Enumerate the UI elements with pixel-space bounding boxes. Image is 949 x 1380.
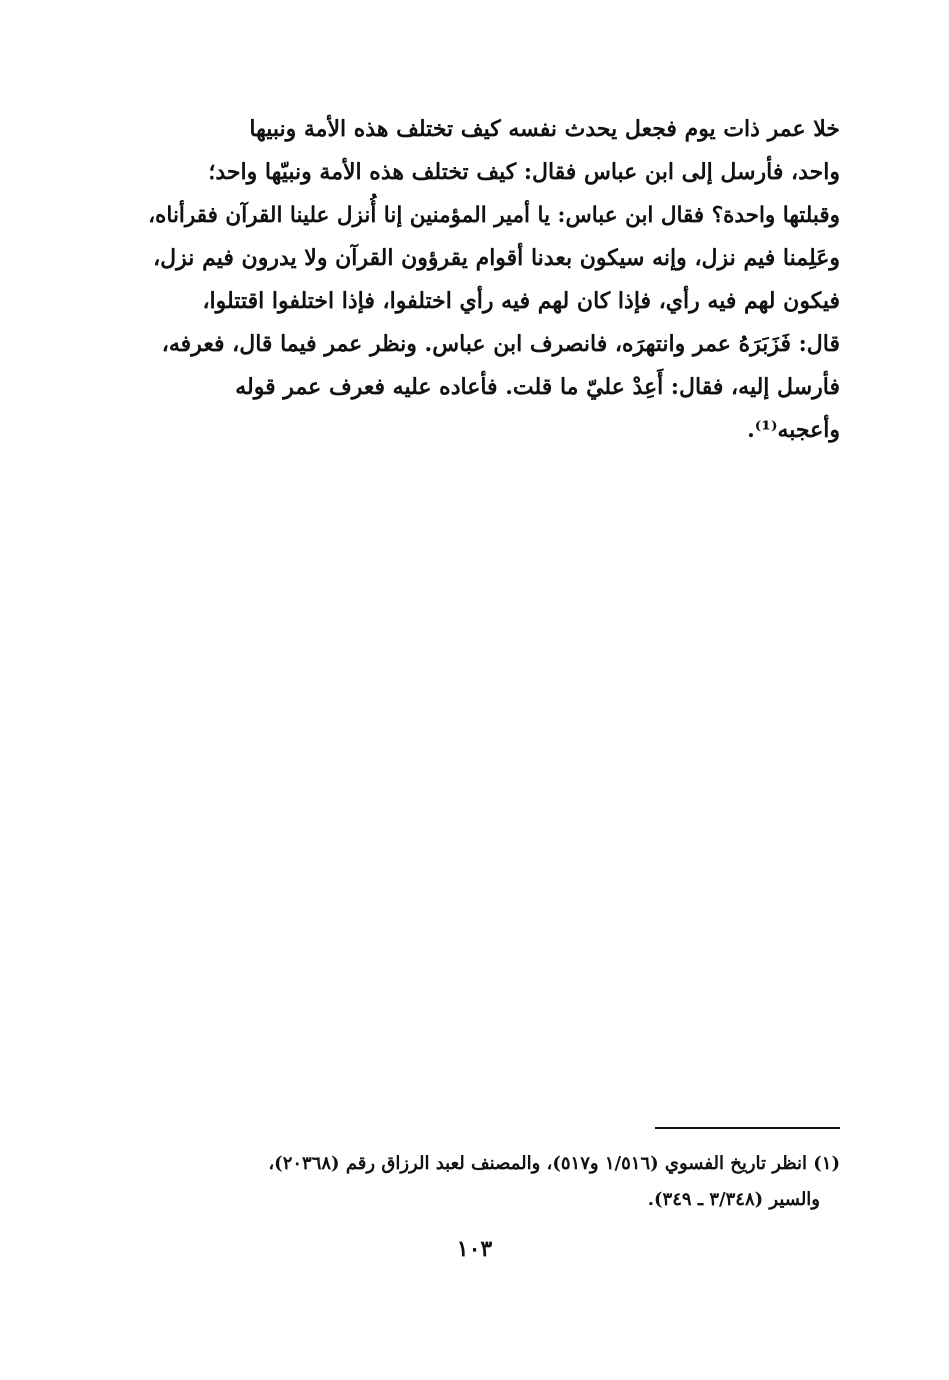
footnote-line-2: والسير (٣/٣٤٨ ـ ٣٤٩).: [647, 1189, 820, 1210]
footnote-separator: [655, 1127, 840, 1129]
text-line-6: قال: فَزَبَرَهُ عمر وانتهرَه، فانصرف ابن عباس. ونظر عمر فيما قال، فعرفه،: [161, 331, 840, 357]
page-number: ١٠٣: [456, 1236, 493, 1262]
text-line-1: خلا عمر ذات يوم فجعل يحدث نفسه كيف تختلف هذه الأمة ونبيها: [249, 116, 840, 142]
footnote-line-1: (١) انظر تاريخ الفسوي (١/٥١٦ و٥١٧)، والمصنف لعبد الرزاق رقم (٢٠٣٦٨)،: [268, 1153, 840, 1174]
text-line-4: وعَلِمنا فيم نزل، وإنه سيكون بعدنا أقوام يقرؤون القرآن ولا يدرون فيم نزل،: [153, 245, 840, 271]
text-line-5: فيكون لهم فيه رأي، فإذا كان لهم فيه رأي اختلفوا، فإذا اختلفوا اقتتلوا،: [202, 288, 840, 314]
footnotes-block: [140, 1146, 840, 1218]
text-line-7: فأرسل إليه، فقال: أَعِدْ عليّ ما قلت. فأعاده عليه فعرف عمر قوله: [235, 374, 840, 400]
text-line-2: واحد، فأرسل إلى ابن عباس فقال: كيف تختلف هذه الأمة ونبيّها واحد؛: [208, 159, 840, 185]
text-line-3: وقبلتها واحدة؟ فقال ابن عباس: يا أمير المؤمنين إنا أُنزل علينا القرآن فقرأناه،: [148, 203, 840, 228]
main-text-block: [130, 108, 840, 452]
text-line-8: وأعجبه⁽¹⁾.: [747, 417, 840, 443]
